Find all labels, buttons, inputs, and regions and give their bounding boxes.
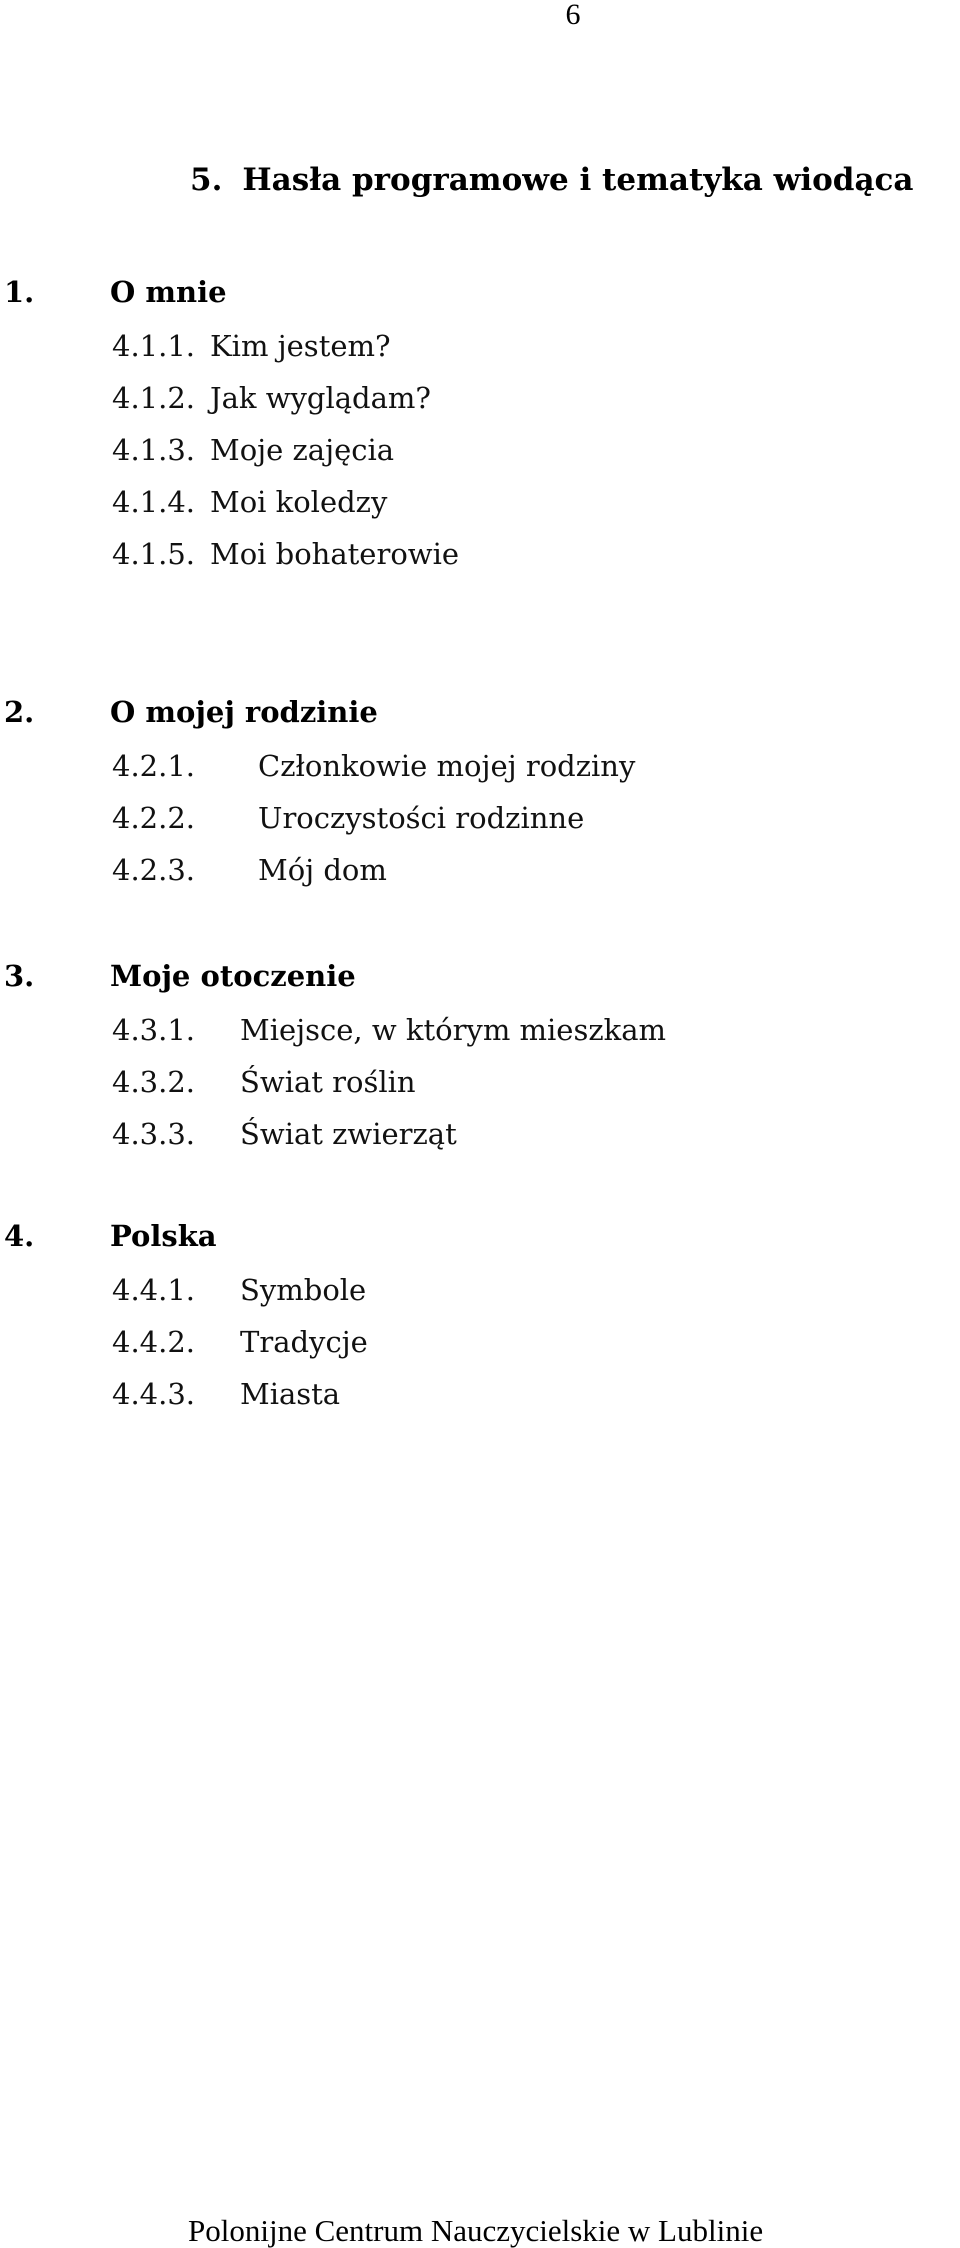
topic-number: 1. (4, 275, 35, 309)
list-item (112, 1012, 666, 1048)
list-item (112, 1324, 368, 1360)
topic-heading-1 (4, 274, 227, 310)
item-number: 4.1.5. (112, 537, 196, 571)
item-number: 4.2.1. (112, 749, 196, 783)
list-item (112, 536, 459, 572)
item-number: 4.3.3. (112, 1117, 196, 1151)
list-item (112, 484, 387, 520)
list-item (112, 1272, 366, 1308)
item-label: Moje zajęcia (210, 433, 395, 467)
item-number: 4.4.1. (112, 1273, 196, 1307)
topic-number: 2. (4, 695, 35, 729)
item-number: 4.1.3. (112, 433, 196, 467)
item-label: Mój dom (258, 853, 387, 887)
item-label: Symbole (240, 1273, 367, 1307)
item-number: 4.3.1. (112, 1013, 196, 1047)
item-label: Uroczystości rodzinne (258, 801, 585, 835)
item-number: 4.4.2. (112, 1325, 196, 1359)
item-label: Miasta (240, 1377, 341, 1411)
item-label: Moi koledzy (210, 485, 388, 519)
section-title: Hasła programowe i tematyka wiodąca (242, 162, 914, 198)
item-number: 4.3.2. (112, 1065, 196, 1099)
list-item (112, 1116, 457, 1152)
item-number: 4.2.3. (112, 853, 196, 887)
list-item (112, 748, 635, 784)
item-number: 4.4.3. (112, 1377, 196, 1411)
topic-heading-3 (4, 958, 356, 994)
section-number: 5. (190, 162, 223, 198)
list-item (112, 1064, 416, 1100)
topic-heading-2 (4, 694, 378, 730)
topic-heading-4 (4, 1218, 217, 1254)
list-item (112, 432, 394, 468)
item-number: 4.1.2. (112, 381, 196, 415)
topic-title: O mojej rodzinie (110, 695, 378, 729)
topic-number: 3. (4, 959, 35, 993)
list-item (112, 328, 391, 364)
list-item (112, 852, 387, 888)
page-footer: Polonijne Centrum Nauczycielskie w Lublinie (188, 2213, 764, 2248)
topic-title: Moje otoczenie (110, 959, 356, 993)
item-label: Świat roślin (240, 1065, 416, 1099)
item-label: Jak wyglądam? (210, 381, 431, 415)
item-label: Tradycje (240, 1325, 368, 1359)
item-number: 4.1.4. (112, 485, 196, 519)
list-item (112, 380, 431, 416)
section-heading (190, 160, 914, 200)
item-number: 4.2.2. (112, 801, 196, 835)
list-item (112, 1376, 340, 1412)
topic-title: Polska (110, 1219, 217, 1253)
item-label: Miejsce, w którym mieszkam (240, 1013, 666, 1047)
page-number: 6 (565, 0, 581, 31)
item-number: 4.1.1. (112, 329, 196, 363)
item-label: Moi bohaterowie (210, 537, 460, 571)
item-label: Kim jestem? (210, 329, 391, 363)
list-item (112, 800, 584, 836)
topic-title: O mnie (110, 275, 227, 309)
topic-number: 4. (4, 1219, 35, 1253)
item-label: Świat zwierząt (240, 1117, 457, 1151)
item-label: Członkowie mojej rodziny (258, 749, 636, 783)
